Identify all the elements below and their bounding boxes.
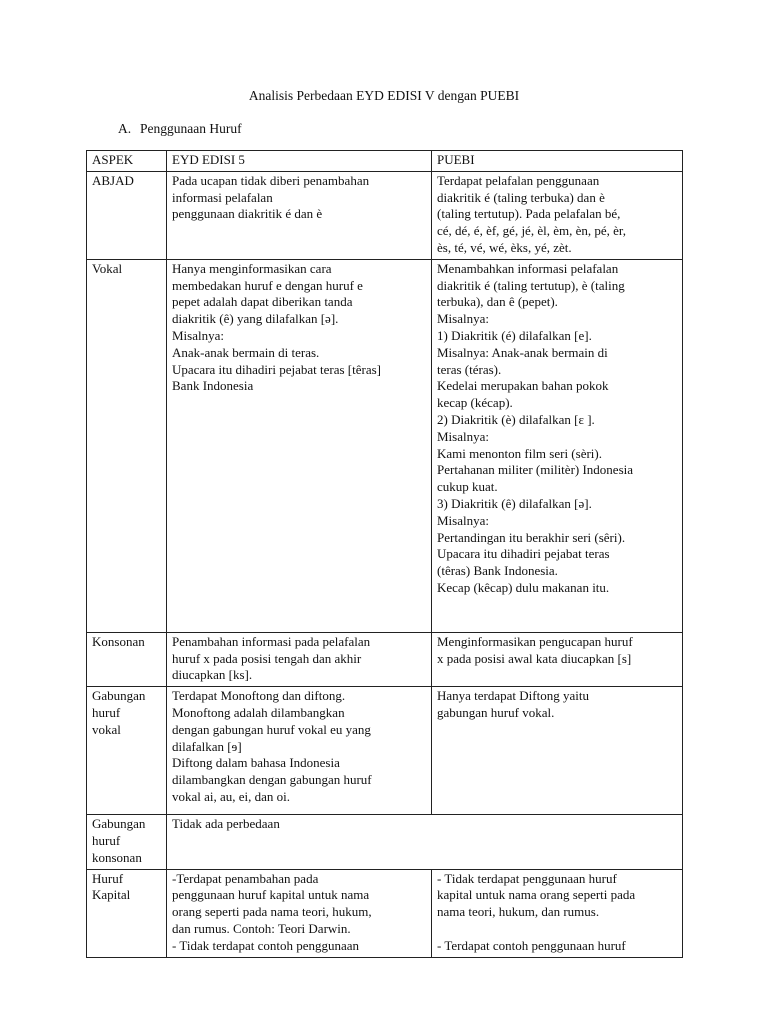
cell-line: Bank Indonesia (172, 378, 254, 394)
cell-line: - Terdapat contoh penggunaan huruf (437, 937, 626, 953)
cell-line: ABJAD (92, 172, 134, 188)
eyd-cell (167, 171, 432, 259)
cell-line: vokal (92, 721, 121, 737)
merged-cell (167, 815, 683, 869)
cell-line: Gabungan (92, 816, 146, 832)
cell-line: 2) Diakritik (è) dilafalkan [ɛ ]. (437, 411, 595, 427)
cell-line: Pertandingan itu berakhir seri (sêri). (437, 529, 626, 545)
eyd-cell (167, 869, 432, 957)
cell-line: nama teori, hukum, dan rumus. (437, 904, 600, 920)
puebi-cell (432, 687, 683, 815)
cell-line: Pada ucapan tidak diberi penambahan (172, 172, 370, 188)
cell-line: informasi pelafalan (172, 189, 273, 205)
cell-line: Misalnya: Anak-anak bermain di (437, 344, 608, 360)
cell-line: Tidak ada perbedaan (172, 816, 280, 832)
puebi-cell (432, 632, 683, 686)
cell-line: -Terdapat penambahan pada (172, 870, 319, 886)
table-row (87, 687, 683, 815)
cell-line: Menginformasikan pengucapan huruf (437, 633, 633, 649)
cell-line: diakritik é (taling terbuka) dan è (437, 189, 605, 205)
cell-line: dilafalkan [ɘ] (172, 738, 242, 754)
cell-line: gabungan huruf vokal. (437, 704, 555, 720)
cell-line: (taling tertutup). Pada pelafalan bé, (437, 206, 621, 222)
table-row (87, 869, 683, 957)
cell-line: Monoftong adalah dilambangkan (172, 704, 345, 720)
cell-line: penggunaan diakritik é dan è (172, 206, 323, 222)
document-title: Analisis Perbedaan EYD EDISI V dengan PUEBI (248, 88, 520, 103)
cell-line: Kecap (kêcap) dulu makanan itu. (437, 579, 610, 595)
table-row (87, 815, 683, 869)
cell-line: teras (téras). (437, 361, 502, 377)
aspect-cell (87, 171, 167, 259)
cell-line: Penambahan informasi pada pelafalan (172, 633, 371, 649)
cell-line: Konsonan (92, 633, 145, 649)
comparison-table (86, 150, 683, 958)
cell-line: diakritik é (taling tertutup), è (taling (437, 277, 625, 293)
cell-line: Diftong dalam bahasa Indonesia (172, 755, 340, 771)
cell-line: x pada posisi awal kata diucapkan [s] (437, 650, 632, 666)
cell-line: Misalnya: (437, 512, 489, 528)
cell-line: huruf (92, 832, 121, 848)
cell-line: terbuka), dan ê (pepet). (437, 294, 558, 310)
cell-line: diakritik (ê) yang dilafalkan [ə]. (172, 311, 339, 327)
cell-line: Pertahanan militer (militèr) Indonesia (437, 462, 634, 478)
puebi-cell (432, 171, 683, 259)
cell-line: Misalnya: (437, 428, 489, 444)
cell-line: kecap (kécap). (437, 395, 513, 411)
cell-line: konsonan (92, 849, 142, 865)
cell-line: Anak-anak bermain di teras. (172, 344, 320, 360)
cell-line: cukup kuat. (437, 479, 498, 495)
cell-line: cé, dé, é, èf, gé, jé, èl, èm, èn, pé, èr, (437, 223, 626, 239)
cell-line: Misalnya: (172, 327, 224, 343)
section-heading (118, 121, 242, 138)
cell-line: - Tidak terdapat contoh penggunaan (172, 937, 360, 953)
cell-line: huruf x pada posisi tengah dan akhir (172, 650, 362, 666)
cell-line: Kapital (92, 887, 131, 903)
cell-line: Upacara itu dihadiri pejabat teras (437, 546, 610, 562)
cell-line: ès, té, vé, wé, èks, yé, zèt. (437, 239, 572, 255)
cell-line: Hanya terdapat Diftong yaitu (437, 688, 589, 704)
cell-line: pepet adalah dapat diberikan tanda (172, 294, 353, 310)
puebi-cell (432, 869, 683, 957)
cell-line: Hanya menginformasikan cara (172, 260, 332, 276)
cell-line: penggunaan huruf kapital untuk nama (172, 887, 370, 903)
cell-line: Terdapat Monoftong dan diftong. (172, 688, 346, 704)
aspect-cell (87, 869, 167, 957)
table-row (87, 171, 683, 259)
cell-line: 3) Diakritik (ê) dilafalkan [ə]. (437, 495, 592, 511)
cell-line: membedakan huruf e dengan huruf e (172, 277, 363, 293)
cell-line: diucapkan [ks]. (172, 667, 253, 683)
cell-line: Kami menonton film seri (sèri). (437, 445, 602, 461)
cell-line: Misalnya: (437, 311, 489, 327)
cell-line: Menambahkan informasi pelafalan (437, 260, 619, 276)
header-eyd: EYD EDISI 5 (167, 151, 432, 172)
eyd-cell (167, 687, 432, 815)
section-letter: A. (118, 121, 132, 136)
cell-line: 1) Diakritik (é) dilafalkan [e]. (437, 327, 592, 343)
cell-line: Terdapat pelafalan penggunaan (437, 172, 600, 188)
section-label: Penggunaan Huruf (140, 121, 242, 136)
cell-line: Huruf (92, 870, 124, 886)
cell-line: huruf (92, 704, 121, 720)
cell-line: Upacara itu dihadiri pejabat teras [têras] (172, 361, 381, 377)
cell-line (437, 921, 678, 938)
table-row (87, 259, 683, 632)
cell-line: dengan gabungan huruf vokal eu yang (172, 721, 371, 737)
header-aspek: ASPEK (87, 151, 167, 172)
aspect-cell (87, 259, 167, 632)
aspect-cell (87, 687, 167, 815)
header-puebi: PUEBI (432, 151, 683, 172)
cell-line: orang seperti pada nama teori, hukum, (172, 904, 372, 920)
eyd-cell (167, 259, 432, 632)
cell-line: vokal ai, au, ei, dan oi. (172, 788, 291, 804)
eyd-cell (167, 632, 432, 686)
cell-line: dan rumus. Contoh: Teori Darwin. (172, 920, 351, 936)
puebi-cell (432, 259, 683, 632)
cell-line: Vokal (92, 260, 123, 276)
table-row (87, 632, 683, 686)
cell-line: Gabungan (92, 688, 146, 704)
cell-line: dilambangkan dengan gabungan huruf (172, 772, 372, 788)
cell-line: kapital untuk nama orang seperti pada (437, 887, 636, 903)
cell-line: - Tidak terdapat penggunaan huruf (437, 870, 617, 886)
aspect-cell (87, 632, 167, 686)
cell-line: (têras) Bank Indonesia. (437, 563, 558, 579)
table-header-row (87, 151, 683, 172)
cell-line: Kedelai merupakan bahan pokok (437, 378, 609, 394)
aspect-cell (87, 815, 167, 869)
